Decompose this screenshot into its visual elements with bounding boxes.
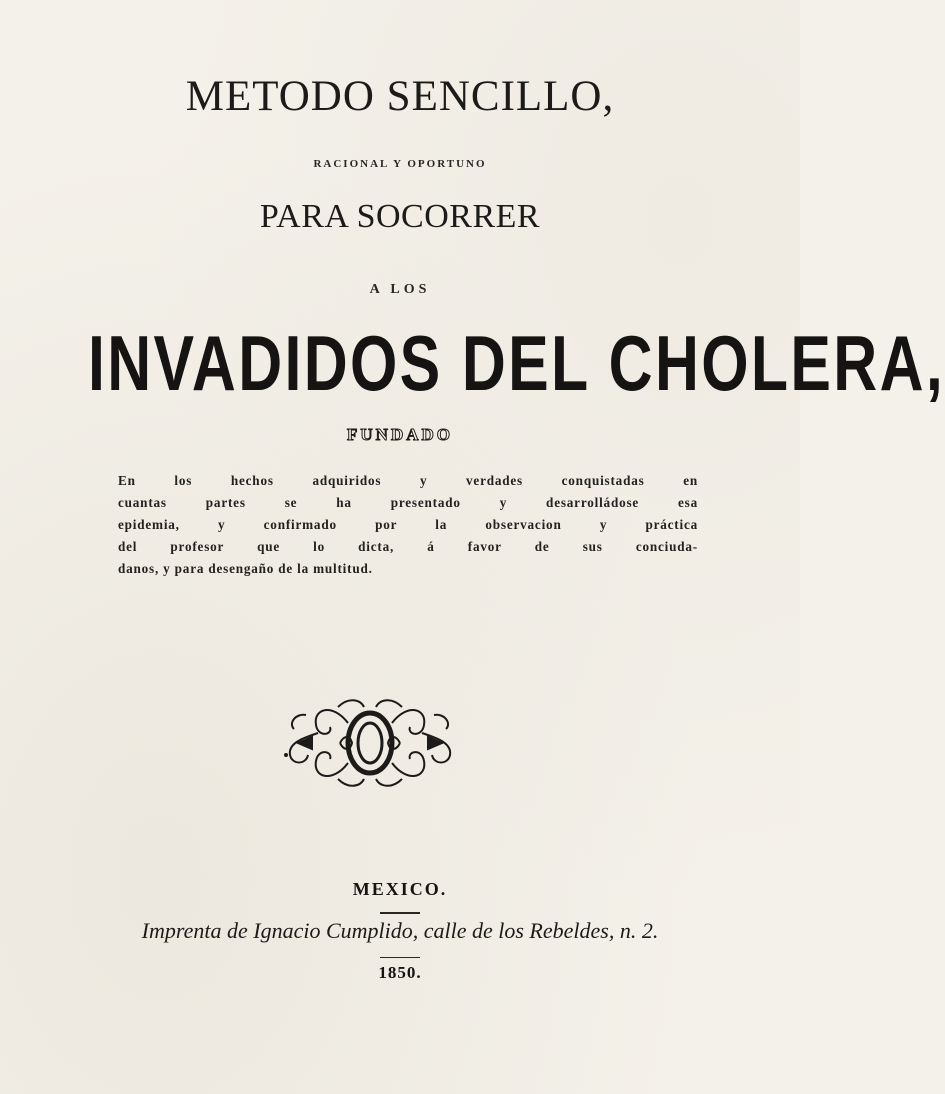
fundado-label: FUNDADO [347, 425, 453, 444]
description-line: epidemia, y confirmado por la observacion y práctica [118, 517, 698, 532]
description-paragraph [118, 470, 698, 580]
a-los-line: A LOS [369, 282, 431, 297]
description-line: danos, y para desengaño de la multitud. [118, 561, 373, 576]
description-line: En los hechos adquiridos y verdades conquistadas en [118, 473, 698, 488]
description-line: del profesor que lo dicta, á favor de sus conciuda- [118, 539, 698, 554]
main-heading: INVADIDOS DEL CHOLERA, [88, 319, 945, 407]
place-of-publication: MEXICO. [352, 879, 448, 899]
divider-rule [380, 957, 420, 958]
description-line: cuantas partes se ha presentado y desarrolládose esa [118, 495, 698, 510]
printers-ornament-icon [278, 693, 462, 793]
printer-imprint: Imprenta de Ignacio Cumplido, calle de los Rebeldes, n. 2. [141, 918, 659, 943]
para-socorrer-heading: PARA SOCORRER [259, 198, 541, 235]
divider-rule [380, 912, 420, 914]
page-title: METODO SENCILLO, [185, 73, 615, 120]
subtitle: RACIONAL Y OPORTUNO [313, 158, 487, 170]
publication-year: 1850. [378, 963, 422, 982]
